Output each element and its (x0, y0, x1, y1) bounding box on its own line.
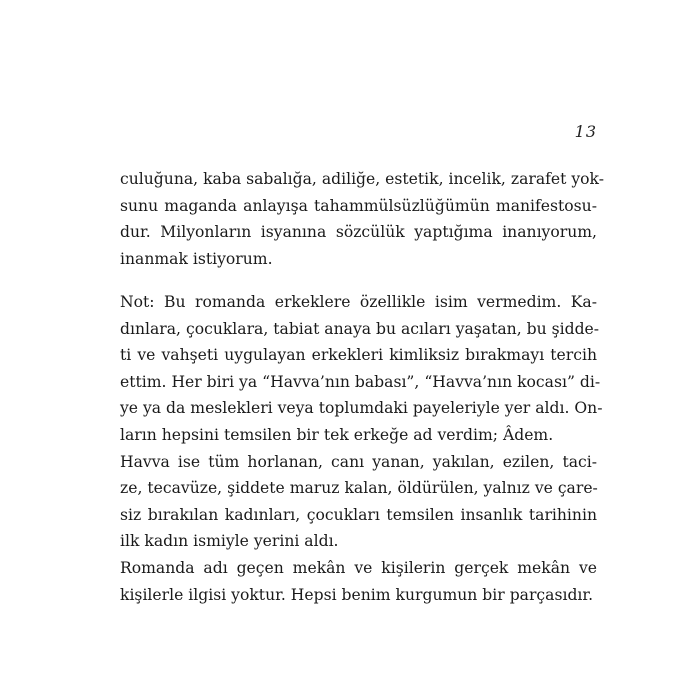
text-line: ilk kadın ismiyle yerini aldı. (120, 532, 339, 551)
text-line: ye ya da meslekleri veya toplumdaki payeleriyle yer aldı. On- (120, 399, 603, 418)
text-line: Havva ise tüm horlanan, canı yanan, yakılan, ezilen, taci- (120, 452, 597, 471)
text-line: inanmak istiyorum. (120, 249, 273, 268)
text-line: dur. Milyonların isyanına sözcülük yaptığıma inanıyorum, (120, 223, 597, 242)
places-paragraph (120, 555, 597, 608)
text-line: siz bırakılan kadınları, çocukları temsilen insanlık tarihinin (120, 505, 597, 524)
text-line: ettim. Her biri ya “Havva’nın babası”, “Havva’nın kocası” di- (120, 372, 601, 391)
text-line: ların hepsini temsilen bir tek erkeğe ad verdim; Âdem. (120, 425, 554, 444)
text-line: ti ve vahşeti uygulayan erkekleri kimliksiz bırakmayı tercih (120, 346, 597, 365)
continued-paragraph (120, 166, 604, 272)
text-line: culuğuna, kaba sabalığa, adiliğe, estetik, incelik, zarafet yok- (120, 170, 604, 188)
text-line: ze, tecavüze, şiddete maruz kalan, öldürülen, yalnız ve çare- (120, 479, 598, 498)
page-number: 13 (574, 122, 597, 141)
text-line: Not: Bu romanda erkeklere özellikle isim vermedim. Ka- (120, 293, 597, 311)
text-line: dınlara, çocuklara, tabiat anaya bu acıları yaşatan, bu şidde- (120, 319, 600, 338)
note-paragraph (120, 289, 603, 449)
text-line: kişilerle ilgisi yoktur. Hepsi benim kurgumun bir parçasıdır. (120, 585, 594, 604)
text-line: sunu maganda anlayışa tahammülsüzlüğümün manifestosu- (120, 196, 597, 215)
text-line: Romanda adı geçen mekân ve kişilerin gerçek mekân ve (120, 558, 597, 577)
havva-paragraph (120, 449, 597, 555)
notes-section (120, 289, 603, 608)
